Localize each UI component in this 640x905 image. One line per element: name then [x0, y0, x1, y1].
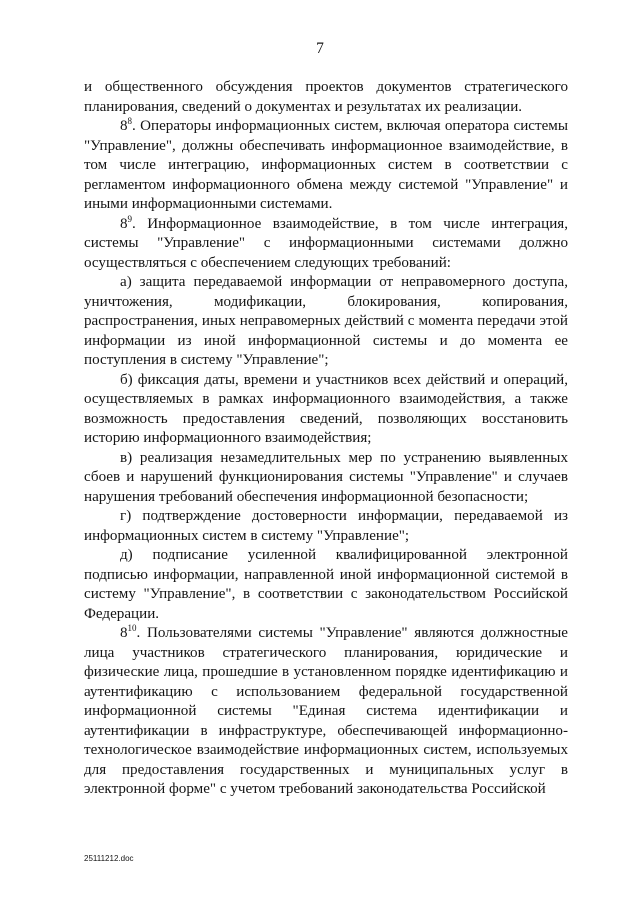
list-item-b: б) фиксация даты, времени и участников всех действий и операций, осуществляемых в рамках информационного взаимодействия, а также возможность предоставления сведений, позволяющих восстановить историю информационного взаимодействия;: [84, 371, 568, 446]
clause-superscript: 8: [127, 116, 133, 126]
paragraph-8-8: $8^8$. Операторы информационных систем, включая оператора системы "Управление", должны обеспечивать информационное взаимодействие, в том числе интеграцию, информационных систем в соответствии с регламентом информационного обмена между системой "Управление" и иными информационными системами.: [84, 116, 568, 212]
document-filename: 25111212.doc: [84, 854, 134, 863]
paragraph-8-9: $8^9$. Информационное взаимодействие, в том числе интеграция, системы "Управление" с информационными системами должно осуществляться с обеспечением следующих требований:: [84, 213, 568, 271]
list-item-a: а) защита передаваемой информации от неправомерного доступа, уничтожения, модификации, блокирования, копирования, распространения, иных неправомерных действий с момента передачи этой информации из иной информационной системы и до момента ее поступления в систему "Управление";: [84, 274, 568, 368]
clause-number: 8: [120, 215, 128, 232]
clause-superscript: 9: [127, 213, 133, 224]
list-item-g: г) подтверждение достоверности информации, передаваемой из информационных систем в систему "Управление";: [84, 508, 568, 544]
clause-superscript: 10: [127, 623, 137, 633]
clause-number: 8: [120, 118, 128, 134]
list-item-v: в) реализация незамедлительных мер по устранению выявленных сбоев и нарушений функционирования системы "Управление" и случаев нарушения требований обеспечения информационной безопасности;: [84, 449, 568, 505]
page-number: 7: [316, 40, 324, 57]
document-body: [84, 78, 568, 800]
paragraph-8-10: $8^{10}$. Пользователями системы "Управление" являются должностные лица участников стратегического планирования, юридические и физические лица, прошедшие в установленном порядке идентификацию и аутентификацию с использованием федеральной государственной информационной системы "Единая система идентификации и аутентификации в инфраструктуре, обеспечивающей информационно-технологическое взаимодействие информационных систем, используемых для предоставления государственных и муниципальных услуг в электронной форме" с учетом требований законодательства Российской: [84, 623, 568, 797]
list-item-d: д) подписание усиленной квалифицированной электронной подписью информации, направленной иной информационной системой в систему "Управление", в соответствии с законодательством Российской Федерации.: [84, 547, 568, 622]
paragraph-continuation: и общественного обсуждения проектов документов стратегического планирования, сведений о документах и результатах их реализации.: [84, 79, 568, 115]
clause-number: 8: [120, 625, 128, 641]
